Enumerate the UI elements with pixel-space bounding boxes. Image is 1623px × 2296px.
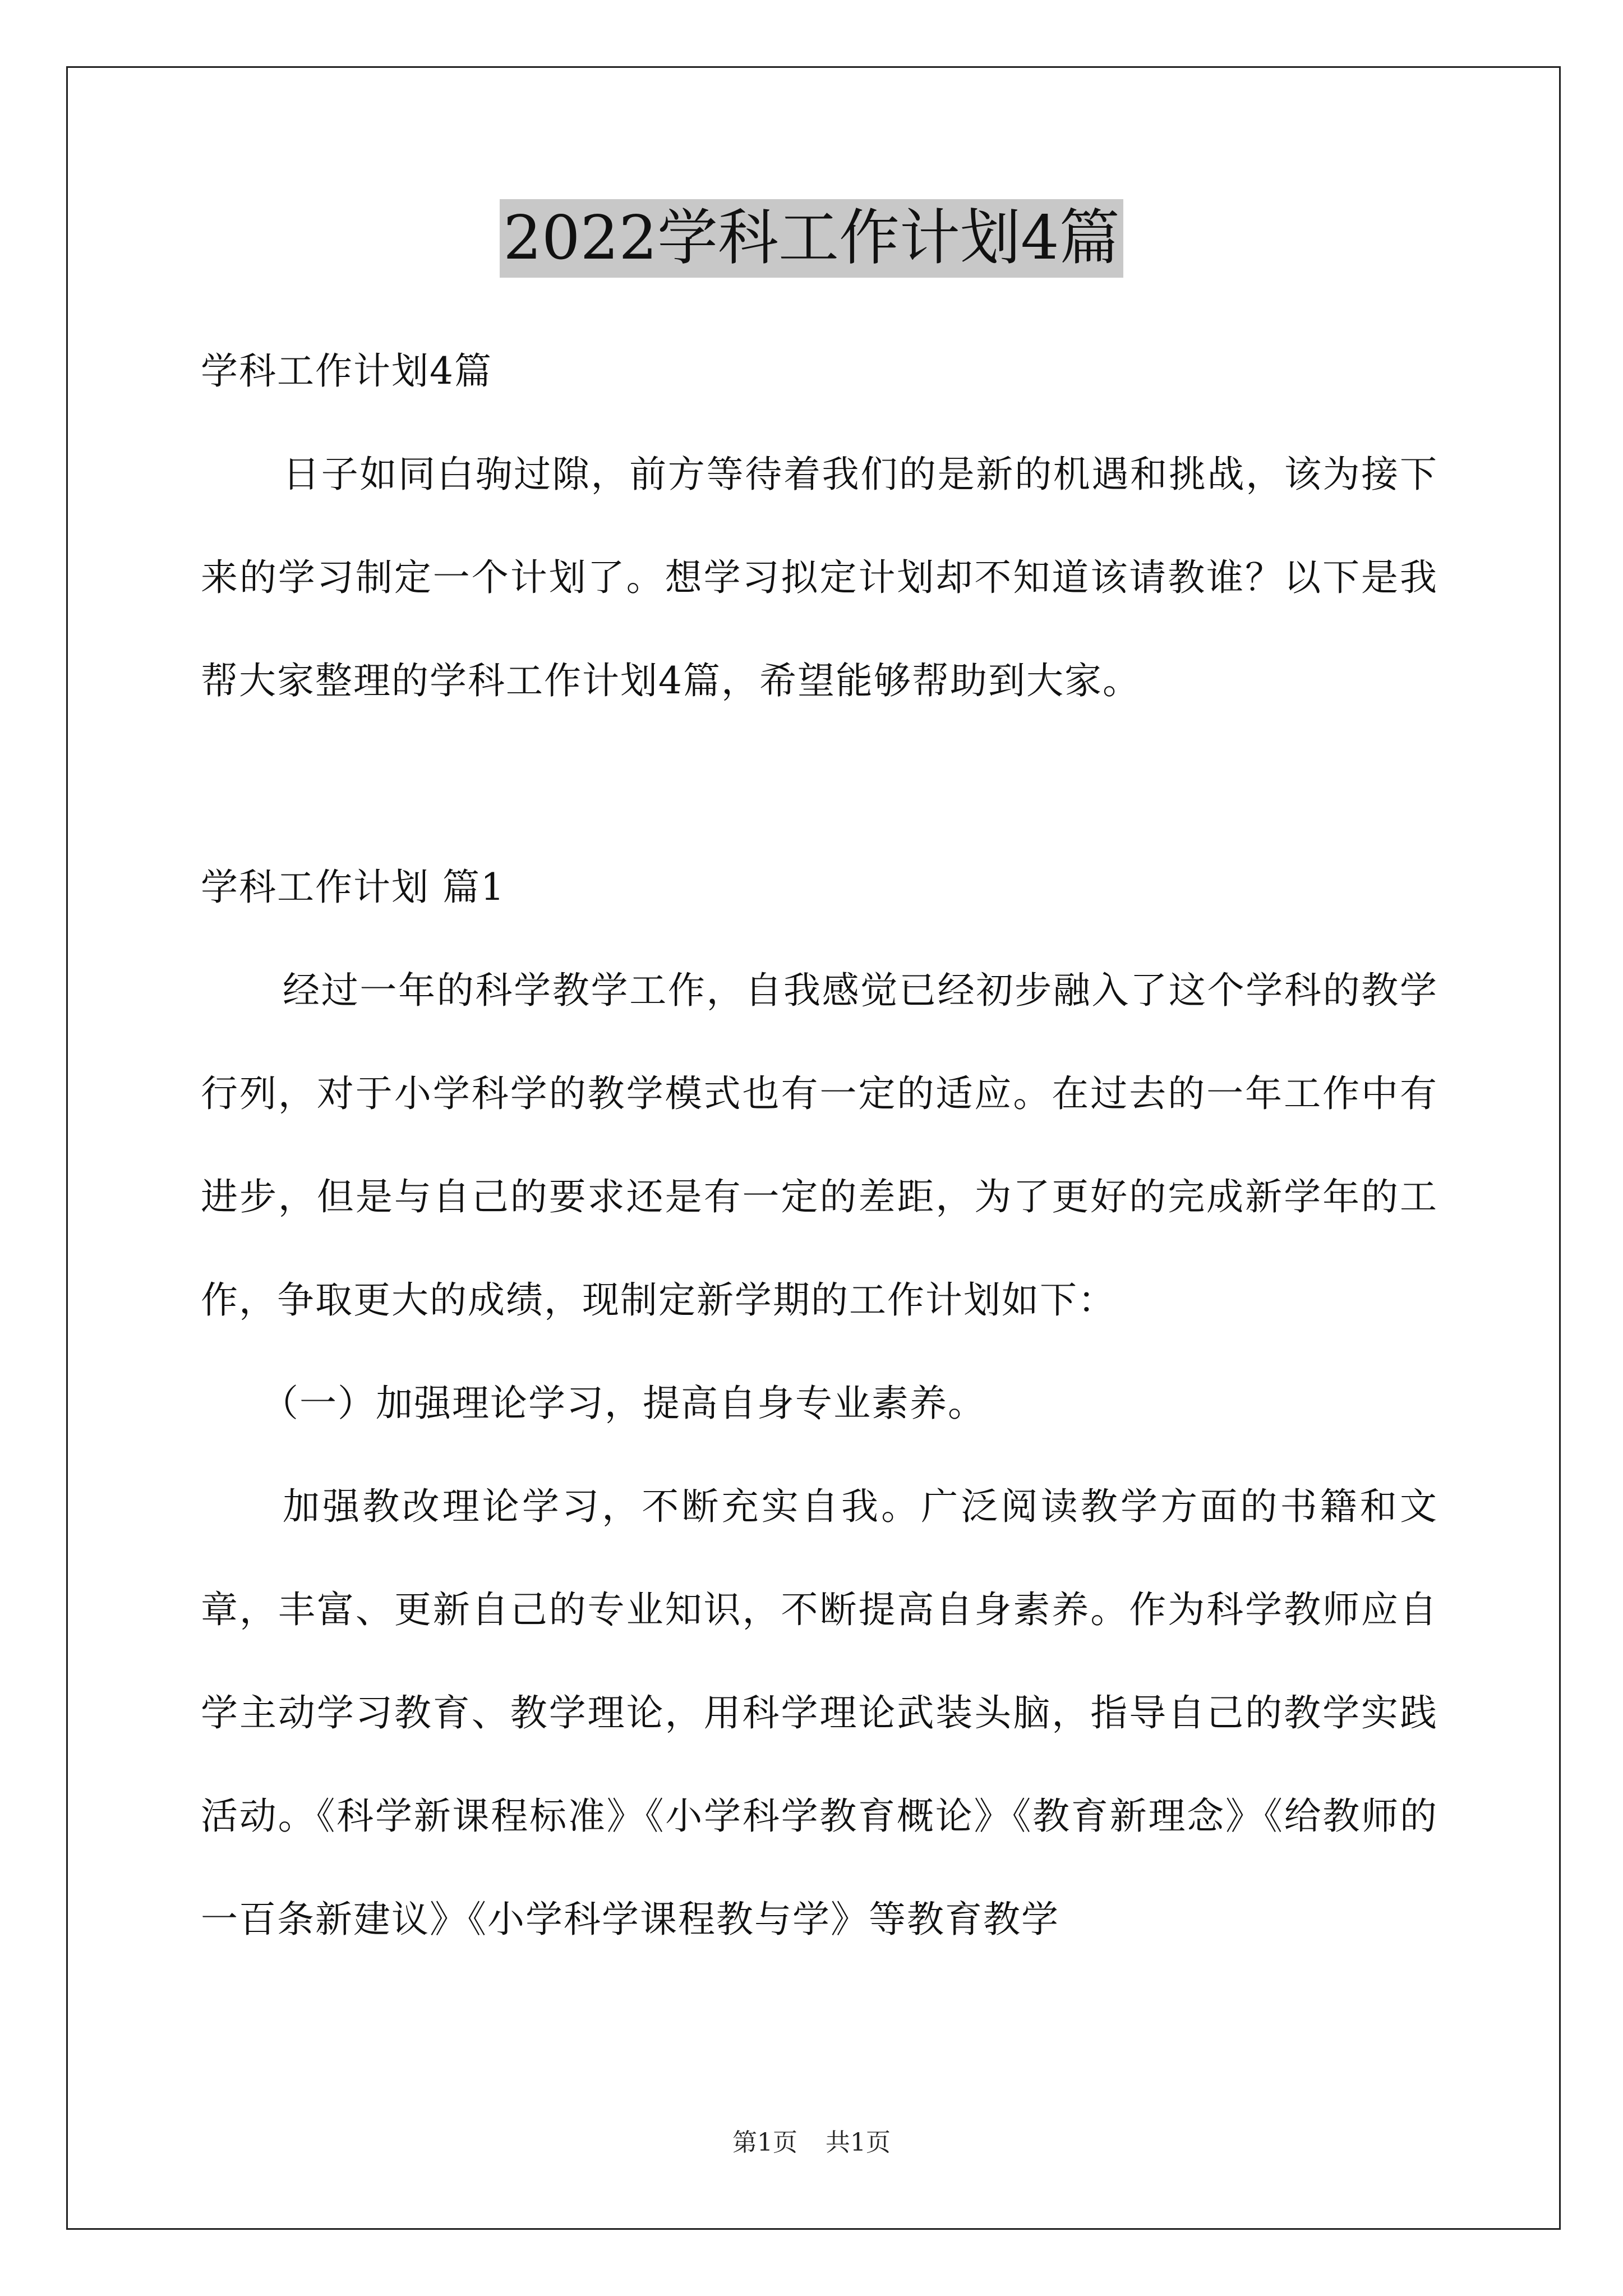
page-number: 第1页 [732, 2128, 797, 2157]
section-paragraph-2: 加强教改理论学习，不断充实自我。广泛阅读教学方面的书籍和文章，丰富、更新自己的专业知识，不断提高自身素养。作为科学教师应自学主动学习教育、教学理论，用科学理论武装头脑，指导自己的教学实践活动。《科学新课程标准》《小学科学教育概论》《教育新理念》《给教师的一百条新建议》《小学科学课程教与学》等教育教学 [201, 1485, 1438, 1941]
document-body [201, 320, 1438, 1971]
document-subtitle: 学科工作计划4篇 [201, 349, 492, 393]
document-title [0, 199, 1623, 278]
document-title-text: 2022学科工作计划4篇 [500, 199, 1123, 278]
page-footer [0, 2126, 1623, 2160]
page-total: 共1页 [826, 2128, 891, 2157]
section-paragraph-1: 经过一年的科学教学工作，自我感觉已经初步融入了这个学科的教学行列，对于小学科学的教学模式也有一定的适应。在过去的一年工作中有进步，但是与自己的要求还是有一定的差距，为了更好的完成新学年的工作，争取更大的成绩，现制定新学期的工作计划如下： [201, 969, 1438, 1322]
intro-paragraph: 日子如同白驹过隙，前方等待着我们的是新的机遇和挑战，该为接下来的学习制定一个计划了。想学习拟定计划却不知道该请教谁？以下是我帮大家整理的学科工作计划4篇，希望能够帮助到大家。 [201, 453, 1438, 702]
section-heading: 学科工作计划 篇1 [201, 866, 505, 909]
sub-heading-1: （一）加强理论学习，提高自身专业素养。 [261, 1382, 986, 1425]
